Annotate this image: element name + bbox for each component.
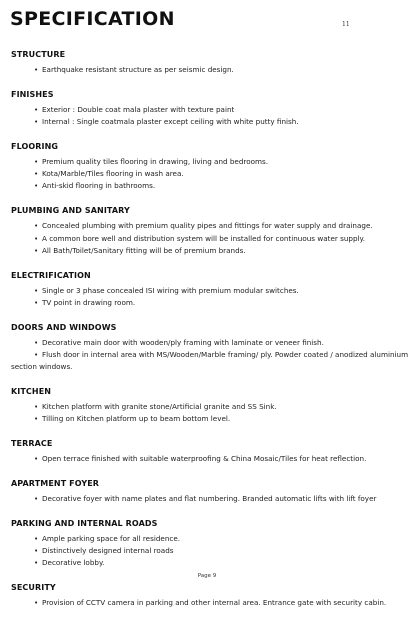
bullet-icon: • <box>34 546 39 556</box>
item-text: Tilling on Kitchen platform up to beam bottom level. <box>42 414 231 424</box>
section-heading: APARTMENT FOYER <box>11 479 100 489</box>
section-heading: DOORS AND WINDOWS <box>11 322 117 332</box>
section-security <box>11 583 409 609</box>
section-heading: FLOORING <box>11 141 59 151</box>
item-text: Flush door in internal area with MS/Wooden/Marble framing/ ply. Powder coated / anodized aluminium section windows. <box>11 350 409 372</box>
section-heading: SECURITY <box>11 583 56 593</box>
bullet-icon: • <box>34 285 39 295</box>
item-text: Ample parking space for all residence. <box>42 533 181 543</box>
bullet-icon: • <box>34 414 39 424</box>
section-plumbing-and-sanitary <box>11 206 409 257</box>
list-item <box>11 233 409 245</box>
item-text: Provision of CCTV camera in parking and other internal area. Entrance gate with security cabin. <box>42 598 387 608</box>
bullet-icon: • <box>34 65 39 74</box>
bullet-icon: • <box>34 297 39 307</box>
item-text: Premium quality tiles flooring in drawing, living and bedrooms. <box>42 156 269 166</box>
section-flooring <box>11 142 409 193</box>
section-parking-and-internal-roads <box>11 519 409 570</box>
list-item <box>11 557 409 569</box>
list-item <box>11 116 409 128</box>
bullet-icon: • <box>34 598 39 608</box>
list-item <box>11 168 409 180</box>
page-footer: Page 9 <box>197 573 217 579</box>
section-heading: FINISHES <box>11 89 54 99</box>
section-finishes <box>11 90 409 129</box>
list-item <box>11 349 409 374</box>
bullet-icon: • <box>34 533 39 543</box>
section-terrace <box>11 439 409 465</box>
item-text: Kitchen platform with granite stone/Artificial granite and SS Sink. <box>42 402 277 412</box>
bullet-icon: • <box>34 454 39 464</box>
section-heading: STRUCTURE <box>11 50 66 59</box>
list-item <box>11 104 409 116</box>
item-text: Kota/Marble/Tiles flooring in wash area. <box>42 169 184 179</box>
specification-list <box>11 50 409 623</box>
bullet-icon: • <box>34 494 39 504</box>
section-heading: TERRACE <box>11 439 53 449</box>
list-item <box>11 401 409 413</box>
section-doors-and-windows <box>11 323 409 374</box>
section-apartment-foyer <box>11 479 409 505</box>
list-item <box>11 545 409 557</box>
list-item <box>11 453 409 465</box>
page-title: SPECIFICATION <box>10 8 175 30</box>
bullet-icon: • <box>34 156 39 166</box>
bullet-icon: • <box>34 233 39 243</box>
item-text: Distinctively designed internal roads <box>42 546 174 556</box>
section-electrification <box>11 271 409 310</box>
item-text: Exterior : Double coat mala plaster with texture paint <box>42 104 235 114</box>
item-text: All Bath/Toilet/Sanitary fitting will be of premium brands. <box>42 245 246 255</box>
section-heading: PLUMBING AND SANITARY <box>11 206 130 216</box>
bullet-icon: • <box>34 221 39 231</box>
item-text: Earthquake resistant structure as per seismic design. <box>42 65 234 74</box>
bullet-icon: • <box>34 117 39 127</box>
item-text: Decorative main door with wooden/ply framing with laminate or veneer finish. <box>42 337 324 347</box>
item-text: Anti-skid flooring in bathrooms. <box>42 181 156 191</box>
bullet-icon: • <box>34 104 39 114</box>
list-item <box>11 285 409 297</box>
item-text: Single or 3 phase concealed ISI wiring with premium modular switches. <box>42 285 299 295</box>
list-item <box>11 220 409 232</box>
section-heading: PARKING AND INTERNAL ROADS <box>11 518 158 528</box>
section-kitchen <box>11 387 409 426</box>
list-item <box>11 413 409 425</box>
list-item <box>11 245 409 257</box>
section-heading: ELECTRIFICATION <box>11 270 91 280</box>
section-structure <box>11 50 409 76</box>
bullet-icon: • <box>34 337 39 347</box>
list-item <box>11 493 409 505</box>
section-heading: KITCHEN <box>11 387 52 397</box>
list-item <box>11 533 409 545</box>
list-item <box>11 597 409 609</box>
item-text: Internal : Single coatmala plaster except ceiling with white putty finish. <box>42 117 299 127</box>
bullet-icon: • <box>34 558 39 568</box>
item-text: Decorative lobby. <box>42 558 105 568</box>
item-text: Open terrace finished with suitable waterproofing & China Mosaic/Tiles for heat reflection. <box>42 454 367 464</box>
list-item <box>11 180 409 192</box>
bullet-icon: • <box>34 402 39 412</box>
item-text: A common bore well and distribution system will be installed for continuous water supply. <box>42 233 366 243</box>
item-text: TV point in drawing room. <box>42 297 136 307</box>
item-text: Decorative foyer with name plates and flat numbering. Branded automatic lifts with lift foyer <box>42 494 377 504</box>
item-text: Concealed plumbing with premium quality pipes and fittings for water supply and drainage. <box>42 221 373 231</box>
page-mark: 11 <box>342 21 350 28</box>
list-item <box>11 156 409 168</box>
list-item <box>11 297 409 309</box>
list-item <box>11 64 409 76</box>
bullet-icon: • <box>34 350 39 360</box>
bullet-icon: • <box>34 169 39 179</box>
bullet-icon: • <box>34 181 39 191</box>
bullet-icon: • <box>34 245 39 255</box>
list-item <box>11 337 409 349</box>
